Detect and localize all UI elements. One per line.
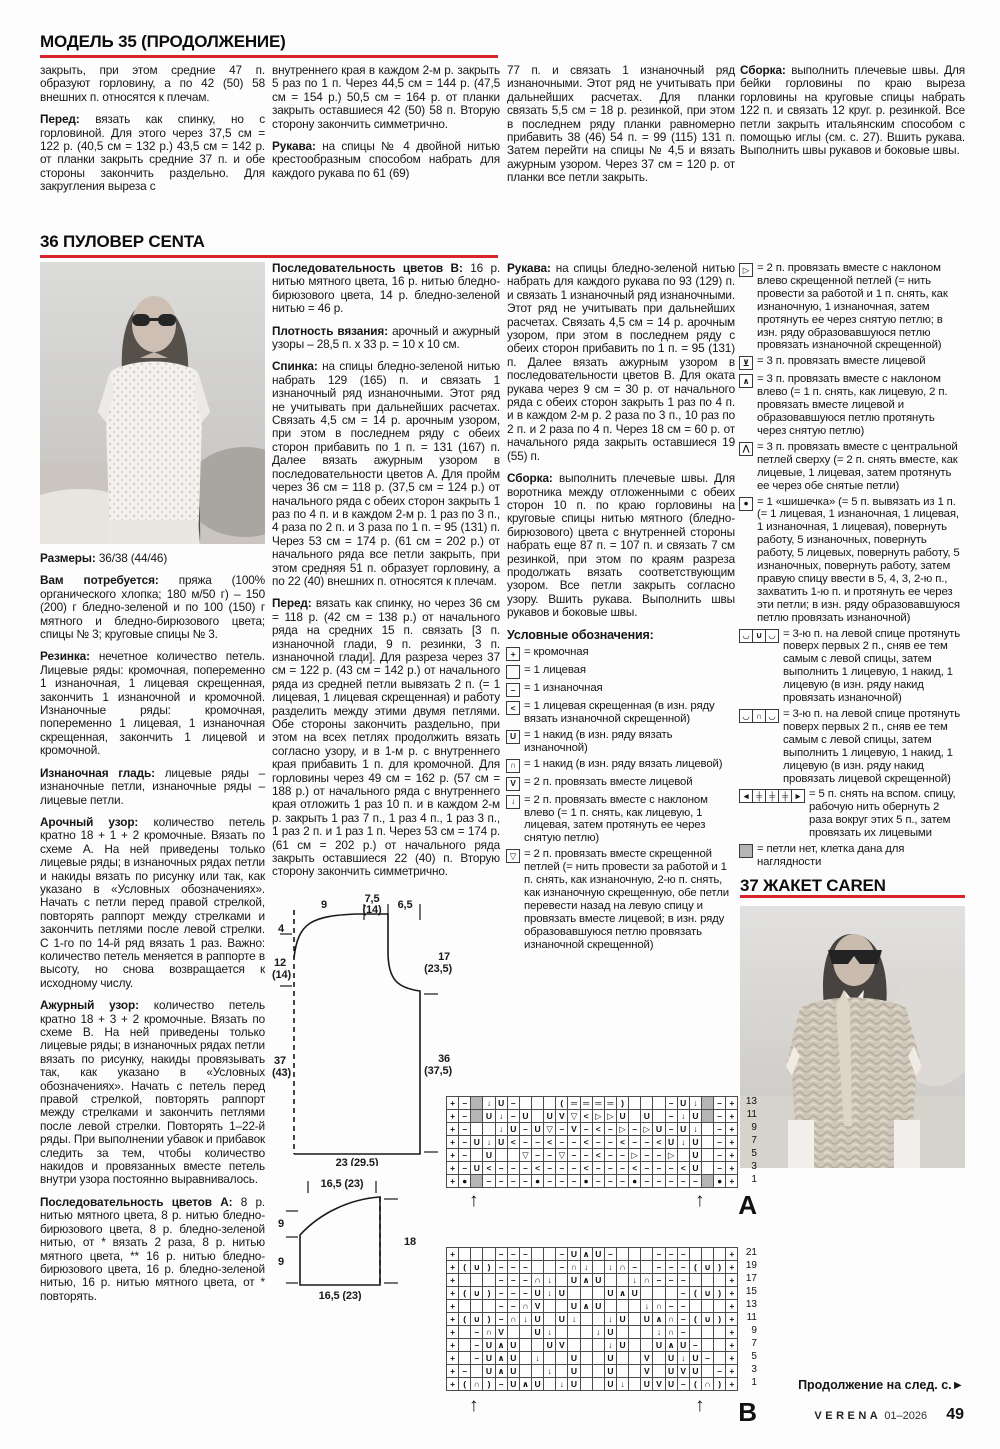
chart-row-number: 13 bbox=[745, 1096, 757, 1107]
legend-item bbox=[507, 700, 735, 726]
stitch-symbol-icon: ◄ ╪ ╪ ╪ ► bbox=[740, 789, 805, 840]
legend-text: = 3 п. провязать вместе с наклоном влево (= 1 п. снять, как лицевую, 2 п. провязать вместе лицевой и образовавшуюся петлю протянуть через снятую петлю) bbox=[757, 373, 948, 437]
svg-text:6,5: 6,5 bbox=[397, 898, 413, 911]
legend-text: = 3-ю п. на левой спице протянуть поверх первых 2 п., сняв ее тем самым с левой спицы, затем выполнить 1 лицевую, 1 накид, 1 лицевую (в изн. ряду накид провязать лицевой скрещенной) bbox=[783, 708, 960, 785]
svg-text:36: 36 bbox=[438, 1052, 450, 1065]
chart-row-number: 17 bbox=[745, 1273, 757, 1284]
paragraph: Вам потребуется: пряжа (100% органического хлопка; 180 м/50 г) – 150 (200) г бледно-зеленой и по 100 (150) г мятного и бледно-бирюзового цвета; спицы № 3; круговые спицы № 3. bbox=[40, 573, 265, 642]
stitch-symbol-icon: + bbox=[507, 647, 520, 661]
chart-row-number: 13 bbox=[745, 1299, 757, 1310]
chart-row: + ● – – – – ● – – – ● – – – ● – – – – – ● + 1 bbox=[447, 1174, 757, 1188]
paragraph: Плотность вязания: арочный и ажурный узоры – 28,5 п. x 33 р. = 10 x 10 см. bbox=[272, 323, 500, 352]
svg-text:(23,5): (23,5) bbox=[424, 962, 452, 975]
chart-row-number: 1 bbox=[751, 1174, 757, 1185]
stitch-symbol-icon: ↓ bbox=[507, 795, 520, 846]
legend-item bbox=[740, 441, 965, 493]
paragraph: закрыть, при этом средние 47 п. образуют горловину, а по 42 (50) 58 внешних п. относятся к плечам. bbox=[40, 63, 265, 104]
paragraph: Размеры: 36/38 (44/46) bbox=[40, 551, 168, 565]
continuation-note bbox=[798, 1378, 964, 1392]
svg-text:9: 9 bbox=[278, 1218, 284, 1231]
svg-text:9: 9 bbox=[321, 898, 327, 911]
chart-row: + – U ↓ U < – – < – – < – – < – – < U ↓ U – + 7 bbox=[447, 1135, 757, 1149]
svg-text:17: 17 bbox=[438, 950, 450, 963]
legend-item bbox=[507, 682, 735, 697]
chart-a-grid bbox=[447, 1096, 757, 1188]
sec36-header bbox=[40, 232, 498, 258]
magazine-name: VERENA bbox=[814, 1410, 882, 1422]
chart-row-number: 3 bbox=[751, 1364, 757, 1375]
chart-row: + ( ∪ ) – – – – ∩ ↓ ↓ ∩ – – – – ( ∪ ) + 19 bbox=[447, 1260, 757, 1274]
m35-column-2 bbox=[272, 64, 500, 189]
stitch-symbol-icon bbox=[740, 844, 753, 869]
sec37-rule bbox=[740, 895, 965, 898]
m35-column-4 bbox=[740, 64, 965, 167]
stitch-symbol-icon: < bbox=[507, 701, 520, 726]
rapport-arrow-left: ↑ bbox=[469, 1395, 479, 1416]
legend-item bbox=[507, 776, 735, 791]
legend-item bbox=[740, 496, 965, 625]
svg-text:9: 9 bbox=[278, 1256, 284, 1269]
legend-item bbox=[740, 628, 965, 705]
legend-text: = 3-ю п. на левой спице протянуть поверх первых 2 п., сняв ее тем самым с левой спицы, затем выполнить 1 лицевую, 1 накид, 1 лицевую (в изн. ряду накид провязать изнаночной) bbox=[783, 627, 960, 705]
stitch-symbol-icon: ⋀ bbox=[740, 442, 753, 493]
legend-text: = 1 накид (в изн. ряду вязать лицевой) bbox=[524, 757, 723, 770]
legend-text: = 2 п. провязать вместе с наклоном влево (= 1 п. снять, как лицевую, 1 лицевая, затем протянуть ее через снятую петлю) bbox=[524, 793, 708, 845]
page-number: 49 bbox=[946, 1406, 964, 1423]
model35-rule bbox=[40, 55, 498, 58]
chart-row-number: 5 bbox=[751, 1351, 757, 1362]
sec36-title: 36 ПУЛОВЕР CENTA bbox=[40, 232, 205, 251]
legend-item bbox=[507, 729, 735, 755]
legend-item bbox=[740, 708, 965, 785]
legend-title: Условные обозначения: bbox=[507, 627, 654, 642]
chart-row: + – U ∧ U U V ↓ U U ∧ U – + 7 bbox=[447, 1338, 757, 1352]
chart-row: + – ∩ V U ↓ ↓ U ↓ ∩ – + 9 bbox=[447, 1325, 757, 1339]
paragraph: Последовательность цветов В: 16 р. нитью мятного цвета, 16 р. нитью бледно-бирюзового цвета, 14 р. бледно-зеленой нитью = 46 р. bbox=[272, 261, 500, 316]
chart-row: + – – – – U ∧ U – – – – + 21 bbox=[447, 1247, 757, 1261]
issue-number: 01–2026 bbox=[884, 1410, 928, 1422]
continuation-text: Продолжение на след. с. bbox=[798, 1378, 952, 1392]
chart-row: + ( ∪ ) – – – U ↓ U U ∧ U – ( ∪ ) + 15 bbox=[447, 1286, 757, 1300]
chart-row-number: 1 bbox=[751, 1377, 757, 1388]
paragraph: Сборка: выполнить плечевые швы. Для бейки горловины по краю выреза горловины на круговые спицы набрать 122 п. и связать 12 круг. р. резинкой. Все петли закрыть итальянским способом с помощью иглы (см. с. 27). Вшить рукава. Выполнить швы рукавов и боковые швы. bbox=[740, 63, 965, 158]
svg-text:23 (29,5): 23 (29,5) bbox=[335, 1156, 379, 1166]
paragraph: 77 п. и связать 1 изнаночный ряд изнаночными. Этот ряд не учитывать при дальнейших расчетах. Для планки связать 5,5 см = 18 р. резинкой, при этом в последнем ряду планки равномерно прибавить 38 (46) 54 п. = 99 (115) 131 п. Затем перейти на спицы № 4,5 и вязать ажурным узором. Через 37 см = 120 р. от планки все петли закрыть. bbox=[507, 63, 735, 185]
chart-b-label: B bbox=[738, 1397, 757, 1427]
chart-a-footer bbox=[447, 1188, 757, 1224]
chart-row-number: 7 bbox=[751, 1135, 757, 1146]
rapport-arrow-left: ↑ bbox=[469, 1190, 479, 1211]
paragraph: Рукава: на спицы бледно-зеленой нитью набрать для каждого рукава по 93 (129) п. и связать 1 изнаночный ряд изнаночными. Этот ряд не учитывать при дальнейших расчетах. Связать 4,5 см = 14 р. арочным узором, при этом в последнем ряду с обеих сторон прибавить по 1 п. = 95 (131) п. Далее вязать ажурным узором в последовательности цветов В. Для оката рукава через 9 см = 30 р. от начального ряда с обеих сторон закрыть 1 раз по 4 п. и в каждом 2-м р. 2 раза по 3 п., 10 раз по 2 п. и 2 раза по 4 п. Через 18 см = 60 р. от начального ряда закрыть оставшиеся 19 (55) п. bbox=[507, 261, 735, 463]
legend-text: = 3 п. провязать вместе с центральной петлей сверху (= 2 п. снять вместе, как лицевые, 1 лицевая, затем протянуть ее через обе снятые петли) bbox=[757, 440, 958, 492]
page-footer bbox=[814, 1406, 964, 1424]
legend-item bbox=[507, 758, 735, 773]
paragraph: Спинка: на спицы бледно-зеленой нитью набрать 129 (165) п. и связать 1 изнаночный ряд изнаночными. Этот ряд не учитывать при дальнейших расчетах. Связать 4,5 см = 14 р. арочным узором, при этом в последнем ряду с обеих сторон прибавить по 1 п. = 131 (167) п. Далее вязать ажурным узором в последовательности цветов А. Для пройм через 36 см = 118 р. (37,5 см = 124 р.) от начального ряда с обеих сторон закрыть 1 раз по 4 п. и в каждом 2-м р. 1 раз по 3 п., 4 раза по 2 п. и 3 раза по 1 п. = 95 (131) п. Через 53 см = 174 р. (61 см = 202 р.) от начального ряда все петли закрыть, при этом средняя 51 п. образует горловину, а по 22 (40) внешних п. относятся к плечам. bbox=[272, 359, 500, 588]
sleeve-schematic bbox=[272, 1173, 442, 1301]
sec36-rule bbox=[40, 255, 498, 258]
paragraph: Сборка: выполнить плечевые швы. Для воротника между отложенными с обеих сторон 10 п. по краю горловины на круговые спицы нитью мятного (бледно-бирюзового) цвета с внутренней стороны набрать еще 87 п. = 107 п. и связать 7 см резинкой, при этом по краям разреза продолжать вязать соответствующим узором. Все петли закрыть согласно узору. Вшить рукава. Выполнить швы рукавов и боковые швы. bbox=[507, 471, 735, 620]
chart-row: + ( ∩ ) – U ∧ U ↓ U U ↓ U V U – ( ∩ ) + 1 bbox=[447, 1377, 757, 1391]
chart-row-number: 7 bbox=[751, 1338, 757, 1349]
chart-row: + – – – ∩ ↓ U ∧ U ↓ ∩ – – – + 17 bbox=[447, 1273, 757, 1287]
paragraph: Перед: вязать как спинку, но через 36 см = 118 р. (42 см = 138 р.) от начального ряда на средних 15 п. связать [3 п. изнаночной глади, 9 п. резинки, 3 п. изнаночной глади]. Для разреза через 37 см = 122 р. (43 см = 142 р.) от начального ряда из средней петли вывязать 2 п. (= 1 лицевая, 1 лицевая скрещенная) и работу разделить между этими двумя петлями. Обе стороны закончить раздельно, при этом на всех петлях продолжить вязать согласно узору, и в 1-м р. с внутреннего края прибавить 1 п. для кромочной. Для горловины через 49 см = 162 р. (57 см = 188 р.) от начального ряда с внутреннего края отложить 1 раз 10 п. и в каждом 2-м р. закрыть 1 раз 7 п., 1 раз 4 п., 1 раз 3 п., 1 раз 2 п. и 1 раз 1 п. Через 53 см = 174 р. (61 см = 202 р.) от начального ряда закрыть оставшиеся 22 (40) п. Вторую сторону закончить симметрично. bbox=[272, 596, 500, 879]
chart-row-number: 9 bbox=[751, 1122, 757, 1133]
legend-item bbox=[740, 355, 965, 370]
stitch-symbol-icon: ▽ bbox=[507, 849, 520, 951]
sec37-header bbox=[740, 875, 965, 898]
chart-row-number: 19 bbox=[745, 1260, 757, 1271]
chart-row: + ( ∪ ) – ∩ ↓ U U ↓ ↓ U U ∧ ∩ – ( ∪ ) + 11 bbox=[447, 1312, 757, 1326]
svg-text:16,5 (23): 16,5 (23) bbox=[318, 1290, 362, 1302]
chart-row: + – U ∧ U ↓ U U V U ↓ U – + 5 bbox=[447, 1351, 757, 1365]
stitch-symbol-icon: – bbox=[507, 683, 520, 697]
paragraph: внутреннего края в каждом 2-м р. закрыть 5 раз по 1 п. Через 44,5 см = 144 р. (47,5 см = 154 р.) 50,5 см = 164 р. от планки закрыть оставшиеся 42 (50) 58 п. Вторую сторону закончить симметрично. bbox=[272, 63, 500, 131]
legend-text: = 5 п. снять на вспом. спицу, рабочую нить обернуть 2 раза вокруг этих 5 п., затем провязать их лицевыми bbox=[809, 788, 956, 840]
chart-row-number: 3 bbox=[751, 1161, 757, 1172]
chart-row: + – U ↓ – U U V ▽ < ▷ ▷ U U – ↓ U – + 11 bbox=[447, 1109, 757, 1123]
chart-row-number: 9 bbox=[751, 1325, 757, 1336]
chart-row-number: 5 bbox=[751, 1148, 757, 1159]
svg-text:(14): (14) bbox=[362, 903, 382, 916]
svg-text:4: 4 bbox=[278, 922, 284, 935]
chart-row-number: 11 bbox=[746, 1312, 757, 1323]
legend-item bbox=[740, 788, 965, 840]
legend-item bbox=[507, 664, 735, 679]
legend-text: = 1 лицевая скрещенная (в изн. ряду вязать изнаночной скрещенной) bbox=[524, 699, 715, 725]
svg-text:37: 37 bbox=[274, 1054, 286, 1067]
chart-b-footer bbox=[447, 1391, 757, 1431]
paragraph: Рукава: на спицы № 4 двойной нитью крестообразным способом набрать для каждого рукава по 61 (69) bbox=[272, 139, 500, 180]
stitch-symbol-icon: U bbox=[507, 730, 520, 755]
legend-text: = 2 п. провязать вместе с наклоном влево скрещенной петлей (= нить провести за работой и 1 п. снять, как изнаночную, 1 изнаночная, затем протянуть ее через снятую петлю; в изн. ряду образовавшуюся петлю провязать изнаночной скрещенной) bbox=[757, 262, 948, 352]
stitch-symbol-icon: ▷ bbox=[740, 263, 753, 352]
stitch-symbol-icon: ⊻ bbox=[740, 356, 753, 370]
legend-item bbox=[740, 843, 965, 869]
rapport-arrow-right: ↑ bbox=[695, 1190, 705, 1211]
chart-b bbox=[447, 1248, 757, 1431]
svg-text:18: 18 bbox=[404, 1236, 416, 1249]
sec36-column-4 bbox=[740, 262, 965, 1168]
m35-column-3 bbox=[507, 64, 735, 194]
paragraph: Последовательность цветов А: 8 р. нитью мятного цвета, 8 р. нитью бледно-бирюзового цвета, 8 р. бледно-зеленой нитью, от * вязать 2 раза, 8 р. нитью мятного цвета, ** 16 р. нитью бледно-бирюзового цвета, 16 р. бледно-зеленой нитью, 16 р. нитью мятного цвета, от * повторять. bbox=[40, 1194, 265, 1303]
svg-text:(43): (43) bbox=[272, 1066, 291, 1079]
paragraph: Резинка: нечетное количество петель. Лицевые ряды: кромочная, попеременно 1 изнаночная, 1 лицевая скрещенная, закончить 1 изнаночной и кромочной. Изнаночные ряды: кромочная, попеременно 1 лицевая, 1 изнаночная скрещенная, закончить 1 лицевой и кромочной. bbox=[40, 649, 265, 758]
sec36-column-3 bbox=[507, 262, 735, 954]
svg-text:(37,5): (37,5) bbox=[424, 1064, 452, 1077]
jacket-photo bbox=[740, 906, 965, 1168]
legend-item bbox=[507, 646, 735, 661]
legend-text: = петли нет, клетка дана для наглядности bbox=[757, 843, 905, 868]
chart-b-grid bbox=[447, 1247, 757, 1391]
chart-row: + – U ▽ – – ▽ – – < – – ▷ – – ▷ U – + 5 bbox=[447, 1148, 757, 1162]
svg-text:16,5 (23): 16,5 (23) bbox=[320, 1178, 364, 1191]
sec36-column-1 bbox=[40, 262, 265, 1312]
legend-text: = 2 п. провязать вместе скрещенной петлей (= нить провести за работой и 1 п. снять, как изнаночную, 2-ю п. снять, как изнаночную скрещенную, обе петли перевести назад на левую спицу и провязать вместе лицевой; в изн. ряду образовавшуюся петлю провязать изнаночной скрещенной) bbox=[524, 848, 729, 951]
chart-row-number: 15 bbox=[745, 1286, 757, 1297]
m35-column-1 bbox=[40, 64, 265, 203]
stitch-symbol-icon: ◡ ∪ ◡ bbox=[740, 629, 779, 705]
continuation-arrow-icon: ► bbox=[951, 1378, 964, 1392]
legend-text: = кромочная bbox=[524, 645, 589, 658]
stitch-symbol-icon: V bbox=[507, 777, 520, 791]
chart-a bbox=[447, 1097, 757, 1224]
chart-row: + – ↓ U – ( ═ ═ ═ ═ ) – U ↓ – + 13 bbox=[447, 1096, 757, 1110]
legend-text: = 1 «шишечка» (= 5 п. вывязать из 1 п. (= 1 лицевая, 1 изнаночная, 1 лицевая, 1 изнаночная, 1 лицевая), повернуть работу, 5 изнаночных, повернуть работу, 5 лицевых, повернуть работу, 5 изнаночных, повернуть работу, затем правую спицу ввести в 5, 4, 3, 2-ю п., захватить 1-ю п. и протянуть ее через эти петли; в изн. ряду образовавшуюся петлю провязать изнаночной) bbox=[757, 495, 960, 624]
legend-item bbox=[740, 262, 965, 352]
svg-text:7,5: 7,5 bbox=[364, 893, 380, 905]
chart-row: + – U ∧ U ↓ U U V U V U – + 3 bbox=[447, 1364, 757, 1378]
legend-text: = 2 п. провязать вместе лицевой bbox=[524, 775, 693, 788]
legend-text: = 1 накид (в изн. ряду вязать изнаночной) bbox=[524, 728, 673, 754]
sec36-col2-text bbox=[272, 262, 500, 879]
stitch-symbol-icon: ∧ bbox=[740, 374, 753, 438]
svg-text:12: 12 bbox=[274, 956, 286, 969]
stitch-symbol-icon: ● bbox=[740, 497, 753, 625]
paragraph: Перед: вязать как спинку, но с горловиной. Для этого через 37,5 см = 122 р. (40,5 см = 132 р.) 43,5 см = 142 р. от планки закрыть средние 37 п. и обе стороны закончить раздельно. Для закругления выреза с bbox=[40, 112, 265, 194]
chart-a-label: A bbox=[738, 1190, 757, 1220]
chart-row: + – ↓ U – U ▽ – V – < – ▷ – ▷ U – U ↓ – + 9 bbox=[447, 1122, 757, 1136]
chart-row: + – – ∩ V U ∧ U ↓ ∩ – – + 13 bbox=[447, 1299, 757, 1313]
paragraph: Арочный узор: количество петель кратно 18 + 1 + 2 кромочные. Вязать по схеме А. На ней приведены только лицевые ряды; в изнаночных рядах петли и накиды вязать по рисунку или так, как указано в «Условных обозначениях». Начать с петли перед правой стрелкой, повторять раппорт между стрелками и закончить петлями после левой стрелки. С 1-го по 14-й ряд вязать 1 раз. Важно: количество петель меняется в раппорте в высоту, но снова возвращается к исходному числу. bbox=[40, 814, 265, 990]
stitch-symbol-icon: ◡ ∩ ◡ bbox=[740, 709, 779, 785]
model35-title: МОДЕЛЬ 35 (ПРОДОЛЖЕНИЕ) bbox=[40, 32, 286, 51]
chart-row: + – U < – – – < – – – < – – – < – – – < U – + 3 bbox=[447, 1161, 757, 1175]
sec36-col1-text bbox=[40, 552, 265, 1303]
legend-text: = 1 изнаночная bbox=[524, 681, 603, 694]
body-schematic bbox=[272, 894, 452, 1166]
legend-item bbox=[507, 794, 735, 846]
sec37-title: 37 ЖАКЕТ CAREN bbox=[740, 875, 886, 895]
legend-item bbox=[740, 373, 965, 438]
chart-row-number: 21 bbox=[745, 1247, 757, 1258]
sec36-col3-text bbox=[507, 262, 735, 620]
stitch-symbol-icon bbox=[507, 665, 520, 679]
model35-header bbox=[40, 32, 965, 58]
paragraph: Изнаночная гладь: лицевые ряды – изнаночные петли, изнаночные ряды – лицевые петли. bbox=[40, 765, 265, 807]
rapport-arrow-right: ↑ bbox=[695, 1395, 705, 1416]
chart-row-number: 11 bbox=[746, 1109, 757, 1120]
pullover-photo bbox=[40, 262, 265, 544]
legend-text: = 3 п. провязать вместе лицевой bbox=[757, 355, 926, 368]
legend-list-1 bbox=[507, 646, 735, 952]
legend-list-2 bbox=[740, 262, 965, 869]
paragraph: Ажурный узор: количество петель кратно 18 + 3 + 2 кромочные. Вязать по схеме В. На ней приведены только лицевые ряды; в изнаночных рядах петли вязать по рисунку, накиды провязывать так, как указано в «Условных обозначениях». Начать с петель перед правой стрелкой, повторять раппорт между стрелками и закончить петлями после левой стрелки. Повторять 1–22-й ряды. При выполнении убавок и прибавок следить за тем, чтобы количество накидов и провязанных вместе петель внутри узора постоянно выравнивалось. bbox=[40, 998, 266, 1187]
svg-text:(14): (14) bbox=[272, 968, 291, 981]
legend-text: = 1 лицевая bbox=[524, 663, 586, 676]
stitch-symbol-icon: ∩ bbox=[507, 759, 520, 773]
legend-item bbox=[507, 848, 735, 951]
